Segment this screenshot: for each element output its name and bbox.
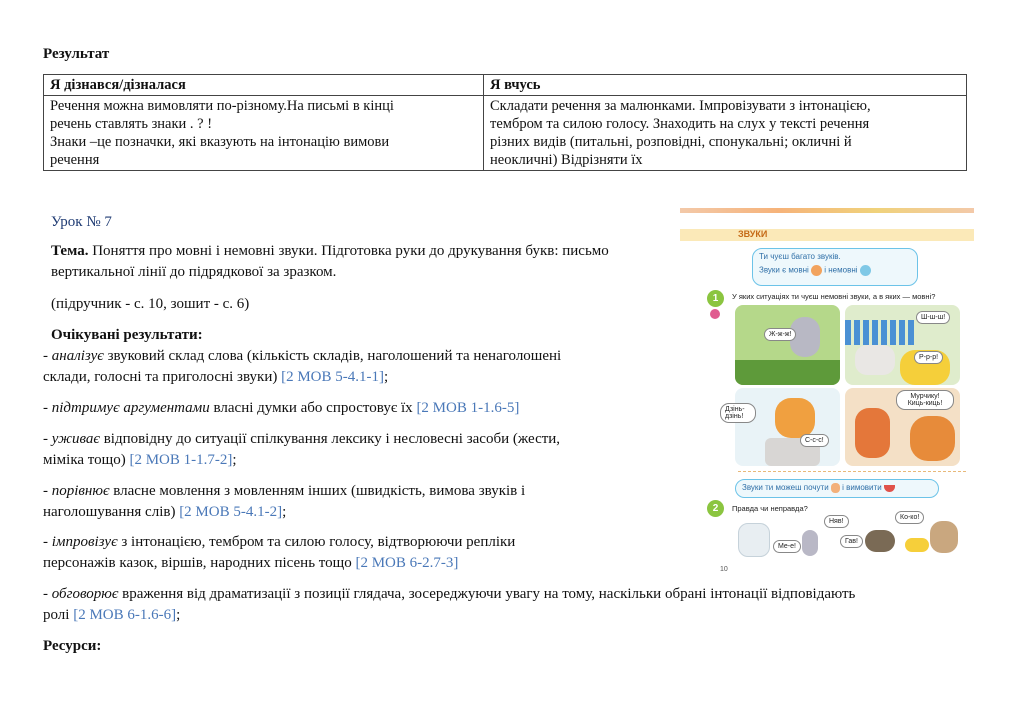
outcome-item bbox=[43, 532, 515, 574]
chicks-figure bbox=[905, 538, 929, 552]
outcome-verb: підтримує аргументами bbox=[51, 400, 210, 416]
mouse-figure-2 bbox=[802, 530, 818, 556]
outcome-tail: ; bbox=[232, 452, 237, 468]
learned-line: речення bbox=[50, 152, 100, 168]
hen-figure bbox=[930, 521, 958, 553]
outcome-tail: ; bbox=[384, 369, 389, 385]
outcome-item bbox=[43, 346, 561, 388]
outcome-text: відповідну до ситуації спілкування лексику і несловесні засоби (жести, bbox=[99, 431, 561, 447]
result-heading: Результат bbox=[43, 46, 110, 62]
speech-bubble: С-с-с! bbox=[800, 434, 829, 447]
outcome-code: [2 МОВ 6-2.7-3] bbox=[355, 555, 459, 571]
question-number: 1 bbox=[707, 290, 724, 307]
outcome-code: [2 МОВ 5-4.1-1] bbox=[281, 369, 384, 385]
learning-line: неокличні) Відрізняти їх bbox=[490, 152, 643, 168]
outcome-text: наголошування слів) bbox=[43, 504, 180, 520]
speech-bubble: Няв! bbox=[824, 515, 849, 528]
learning-line: тембром та силою голосу. Знаходить на слух у тексті речення bbox=[490, 116, 870, 132]
speech-bubble: Мурчику! Киць-киць! bbox=[896, 390, 954, 410]
ear-icon bbox=[831, 483, 840, 493]
outcome-verb: імпровізує bbox=[51, 534, 118, 550]
outcome-text: персонажів казок, віршів, народних пісень тощо bbox=[43, 555, 356, 571]
section-title: ЗВУКИ bbox=[738, 229, 768, 239]
outcome-dash: - bbox=[43, 483, 52, 499]
outcomes-heading: Очікувані результати: bbox=[51, 327, 203, 343]
table-header-learning: Я вчусь bbox=[484, 75, 967, 96]
cat-figure bbox=[910, 416, 955, 461]
outcome-item bbox=[43, 429, 560, 471]
outcome-dash: - bbox=[43, 534, 52, 550]
outcome-tail: ; bbox=[282, 504, 287, 520]
textbook-page-image bbox=[680, 208, 974, 580]
outcome-text: з інтонацією, тембром та силою голосу, відтворюючи репліки bbox=[117, 534, 516, 550]
speech-bubble: Гав! bbox=[840, 535, 863, 548]
info-bubble-2 bbox=[735, 479, 939, 498]
outcome-item bbox=[43, 481, 525, 523]
outcome-verb: обговорює bbox=[51, 586, 119, 602]
speech-bubble: Дзінь-дзінь! bbox=[720, 403, 756, 423]
outcome-code: [2 МОВ 1-1.6-5] bbox=[416, 400, 520, 416]
question-number: 2 bbox=[707, 500, 724, 517]
outcome-code: [2 МОВ 6-1.6-6] bbox=[73, 607, 177, 623]
outcome-dash: - bbox=[43, 586, 52, 602]
outcome-text: звуковий склад слова (кількість складів, наголошений та ненаголошені bbox=[103, 348, 562, 364]
speaking-face-icon bbox=[811, 265, 822, 276]
speech-bubble: Ж-ж-ж! bbox=[764, 328, 796, 341]
decorative-stripe bbox=[680, 208, 974, 213]
outcome-tail: ; bbox=[176, 607, 181, 623]
pin-icon bbox=[710, 309, 720, 319]
outcome-dash: - bbox=[43, 431, 52, 447]
table-cell-learning bbox=[484, 96, 967, 171]
lesson-title: Урок № 7 bbox=[51, 214, 112, 230]
outcome-text: власні думки або спростовує їх bbox=[209, 400, 417, 416]
goat-figure bbox=[738, 523, 770, 557]
outcome-item bbox=[43, 584, 978, 626]
bubble-text: і немовні bbox=[824, 265, 858, 275]
lesson-refs: (підручник - с. 10, зошит - с. 6) bbox=[51, 296, 250, 312]
illustration-bees bbox=[735, 305, 840, 385]
illustration-phone bbox=[735, 388, 840, 466]
grass bbox=[735, 360, 840, 385]
section-title-bar bbox=[680, 229, 974, 241]
girl-figure bbox=[855, 408, 890, 458]
outcome-verb: порівнює bbox=[51, 483, 110, 499]
learned-line: Речення можна вимовляти по-різному.На письмі в кінці bbox=[50, 98, 394, 114]
topic-text: Поняття про мовні і немовні звуки. Підготовка руки до друкування букв: письмо bbox=[88, 243, 609, 259]
result-table bbox=[43, 74, 967, 171]
outcome-text: враження від драматизації з позиції глядача, зосереджуючи увагу на тому, наскільки обрані інтонації відповідають bbox=[118, 586, 856, 602]
table-header-learned: Я дізнався/дізналася bbox=[44, 75, 484, 96]
outcome-text: склади, голосні та приголосні звуки) bbox=[43, 369, 282, 385]
topic-label: Тема. bbox=[51, 243, 89, 259]
table-cell-learned bbox=[44, 96, 484, 171]
mouth-icon bbox=[884, 485, 895, 492]
bubble-text: і вимовити bbox=[842, 483, 882, 493]
outcome-code: [2 МОВ 1-1.7-2] bbox=[129, 452, 233, 468]
hedgehog-figure bbox=[865, 530, 895, 552]
learned-line: Знаки –це позначки, які вказують на інтонацію вимови bbox=[50, 134, 390, 150]
divider bbox=[738, 471, 966, 472]
learning-line: Складати речення за малюнками. Імпровізувати з інтонацією, bbox=[490, 98, 871, 114]
bubble-text: Звуки є мовні bbox=[759, 265, 809, 275]
bubble-text: Звуки ти можеш почути bbox=[742, 483, 829, 493]
resources-heading: Ресурси: bbox=[43, 638, 102, 654]
page-number: 10 bbox=[720, 566, 728, 573]
fence bbox=[845, 320, 915, 345]
fox-figure bbox=[775, 398, 815, 438]
outcome-text: власне мовлення з мовленням інших (швидкість, вимова звуків і bbox=[109, 483, 526, 499]
outcome-verb: аналізує bbox=[51, 348, 104, 364]
info-bubble bbox=[752, 248, 918, 286]
speech-bubble: Р-р-р! bbox=[914, 351, 943, 364]
question-text: У яких ситуаціях ти чуєш немовні звуки, а в яких — мовні? bbox=[732, 292, 936, 301]
bubble-text: Ти чуєш багато звуків. bbox=[759, 252, 841, 261]
outcome-verb: уживає bbox=[51, 431, 100, 447]
speech-bubble: Ш-ш-ш! bbox=[916, 311, 950, 324]
learning-line: різних видів (питальні, розповідні, спонукальні; окличні й bbox=[490, 134, 852, 150]
outcome-dash: - bbox=[43, 348, 52, 364]
question-text: Правда чи неправда? bbox=[732, 504, 808, 513]
outcome-item bbox=[43, 398, 519, 419]
lesson-topic bbox=[51, 241, 661, 283]
speech-bubble: Ко-ко! bbox=[895, 511, 924, 524]
topic-text-cont: вертикальної лінії до підрядкової за зразком. bbox=[51, 264, 337, 280]
learned-line: речень ставлять знаки . ? ! bbox=[50, 116, 213, 132]
sound-icon bbox=[860, 265, 871, 276]
outcome-dash: - bbox=[43, 400, 52, 416]
outcome-code: [2 МОВ 5-4.1-2] bbox=[179, 504, 283, 520]
outcome-text: міміка тощо) bbox=[43, 452, 130, 468]
dog-figure bbox=[855, 345, 895, 375]
speech-bubble: Ме-е! bbox=[773, 540, 801, 553]
outcome-text: ролі bbox=[43, 607, 74, 623]
